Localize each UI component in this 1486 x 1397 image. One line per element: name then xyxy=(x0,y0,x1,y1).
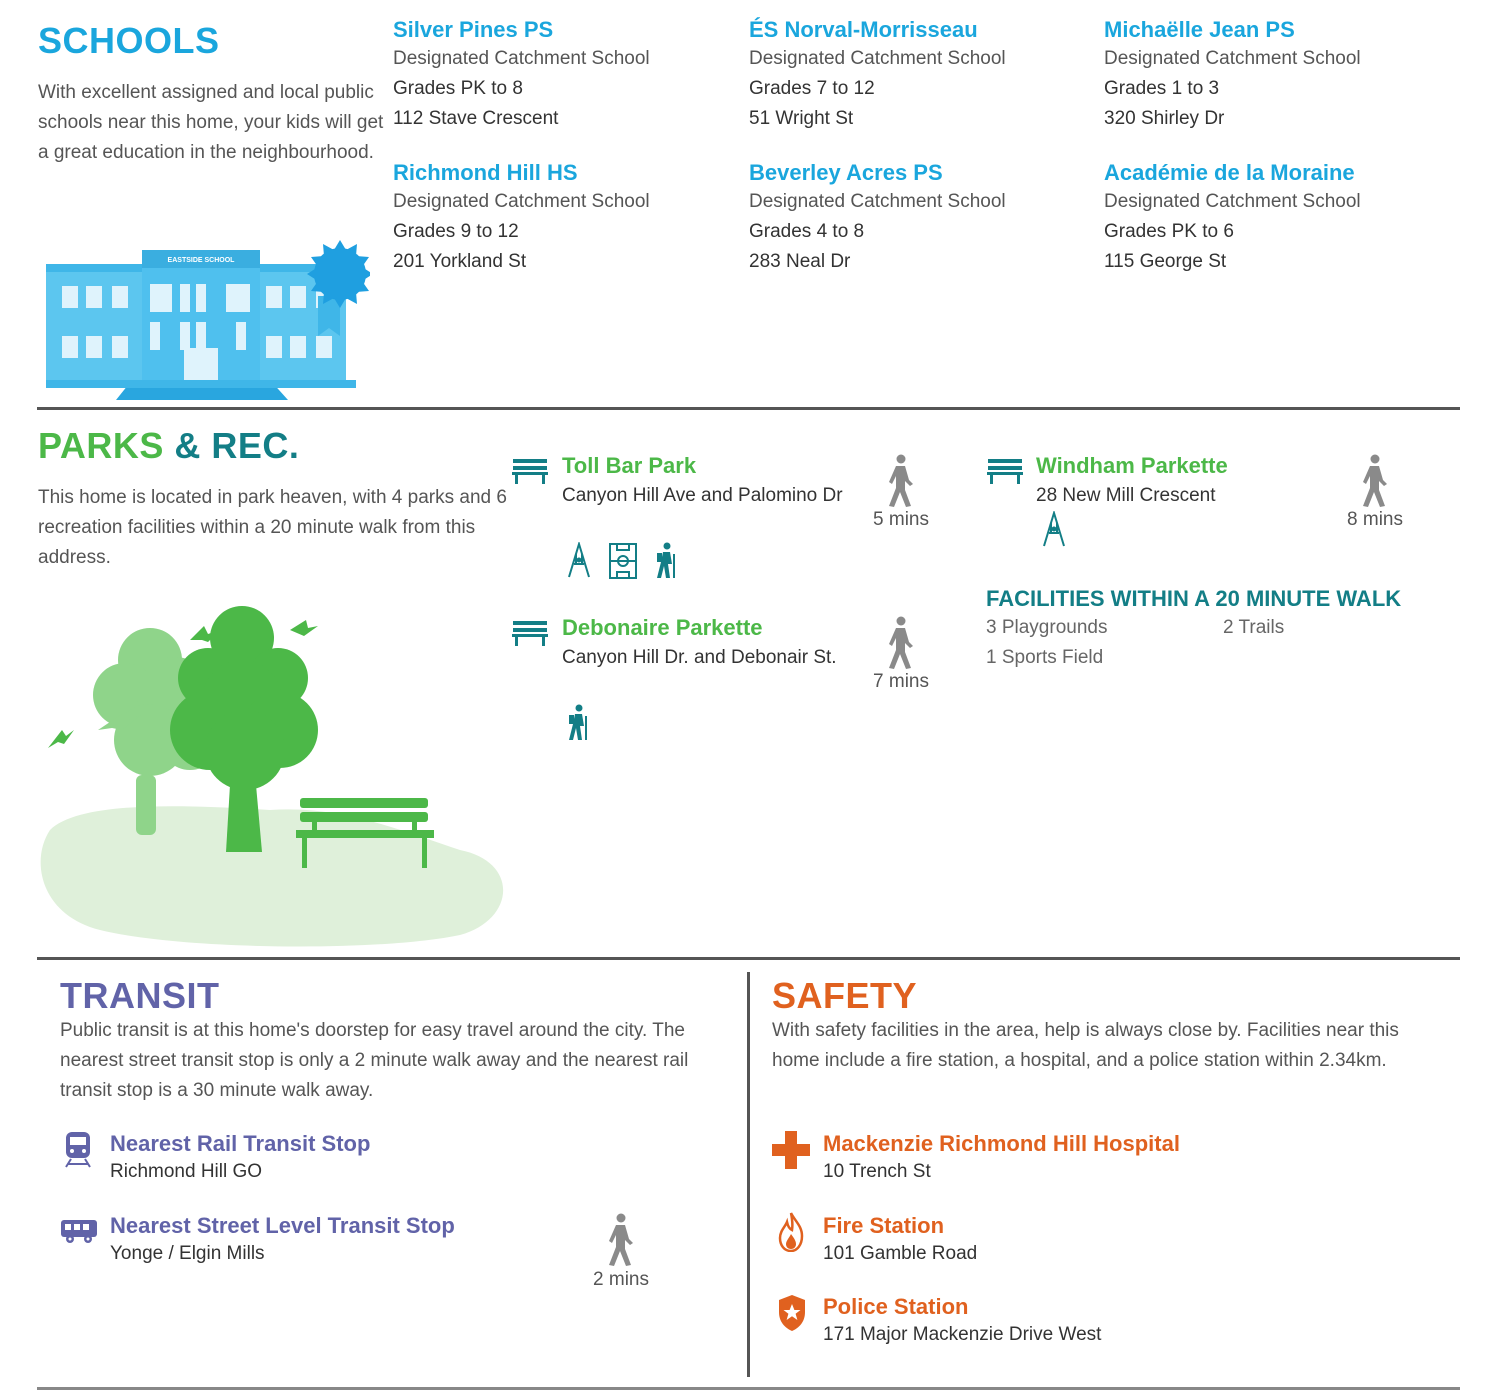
street-stop[interactable] xyxy=(110,1212,455,1268)
walking-person-icon xyxy=(883,616,919,670)
rail-stop-value: Richmond Hill GO xyxy=(110,1161,263,1182)
school-grades: Grades 9 to 12 xyxy=(393,221,519,242)
walking-person-icon xyxy=(1357,454,1393,508)
facility-playgrounds: 3 Playgrounds xyxy=(986,617,1108,638)
school-address: 283 Neal Dr xyxy=(749,251,851,272)
school-type: Designated Catchment School xyxy=(749,191,1006,212)
facility-trails: 2 Trails xyxy=(1223,617,1285,638)
school-name[interactable]: Michaëlle Jean PS xyxy=(1104,17,1295,42)
trail-icon xyxy=(566,704,590,742)
playground-icon xyxy=(565,542,593,578)
school-grades: Grades PK to 8 xyxy=(393,78,523,99)
rail-stop-label[interactable]: Nearest Rail Transit Stop xyxy=(110,1131,371,1156)
school-building-illustration xyxy=(40,238,370,403)
school-card[interactable] xyxy=(393,16,723,134)
walk-time: 7 mins xyxy=(873,671,929,692)
park-bench-icon xyxy=(512,458,548,484)
school-name[interactable]: Beverley Acres PS xyxy=(749,160,943,185)
school-type: Designated Catchment School xyxy=(1104,191,1361,212)
school-grades: Grades PK to 6 xyxy=(1104,221,1234,242)
school-name[interactable]: Académie de la Moraine xyxy=(1104,160,1355,185)
school-address: 320 Shirley Dr xyxy=(1104,108,1225,129)
school-grades: Grades 1 to 3 xyxy=(1104,78,1220,99)
school-name[interactable]: ÉS Norval-Morrisseau xyxy=(749,17,978,42)
school-address: 112 Stave Crescent xyxy=(393,108,559,129)
fire-station-label[interactable]: Fire Station xyxy=(823,1213,945,1238)
park-name[interactable]: Debonaire Parkette xyxy=(562,615,763,640)
school-type: Designated Catchment School xyxy=(393,191,650,212)
walk-time: 5 mins xyxy=(873,509,929,530)
parks-title xyxy=(38,425,299,467)
parks-title-a: PARKS xyxy=(38,425,164,466)
school-address: 201 Yorkland St xyxy=(393,251,527,272)
safety-title: SAFETY xyxy=(772,975,918,1016)
park-card[interactable] xyxy=(1036,452,1336,511)
police-station-item[interactable] xyxy=(823,1293,1101,1349)
park-name[interactable]: Windham Parkette xyxy=(1036,453,1228,478)
fire-icon xyxy=(778,1212,804,1252)
transit-description: Public transit is at this home's doorstep for easy travel around the city. The nearest street transit stop is only a 2 minute walk away and the nearest rail transit stop is a 30 minute walk away. xyxy=(60,1020,689,1101)
police-badge-icon xyxy=(777,1294,807,1332)
school-type: Designated Catchment School xyxy=(393,48,650,69)
park-card[interactable] xyxy=(562,614,862,673)
hospital-cross-icon xyxy=(772,1131,810,1169)
fire-station-item[interactable] xyxy=(823,1212,977,1268)
parks-description: This home is located in park heaven, with 4 parks and 6 recreation facilities within a 20 minute walk from this address. xyxy=(38,487,507,568)
walking-person-icon xyxy=(883,454,919,508)
park-bench-icon xyxy=(987,458,1023,484)
transit-title: TRANSIT xyxy=(60,975,220,1016)
parks-title-b: & REC. xyxy=(163,425,300,466)
park-address: 28 New Mill Crescent xyxy=(1036,485,1216,506)
school-card[interactable] xyxy=(1104,159,1444,277)
hospital-label[interactable]: Mackenzie Richmond Hill Hospital xyxy=(823,1131,1180,1156)
school-address: 115 George St xyxy=(1104,251,1227,272)
police-station-address: 171 Major Mackenzie Drive West xyxy=(823,1324,1102,1345)
walk-time: 8 mins xyxy=(1347,509,1403,530)
school-type: Designated Catchment School xyxy=(1104,48,1361,69)
rail-stop[interactable] xyxy=(110,1130,370,1186)
school-grades: Grades 7 to 12 xyxy=(749,78,875,99)
sports-field-icon xyxy=(608,542,638,580)
park-illustration xyxy=(40,600,510,950)
park-card[interactable] xyxy=(562,452,862,511)
schools-title: SCHOOLS xyxy=(38,20,220,61)
park-bench-icon xyxy=(512,620,548,646)
schools-description: With excellent assigned and local public schools near this home, your kids will get a great education in the neighbourhood. xyxy=(38,82,384,163)
school-type: Designated Catchment School xyxy=(749,48,1006,69)
train-icon xyxy=(63,1132,93,1168)
school-grades: Grades 4 to 8 xyxy=(749,221,865,242)
school-name[interactable]: Silver Pines PS xyxy=(393,17,554,42)
hospital-address: 10 Trench St xyxy=(823,1161,931,1182)
walking-person-icon xyxy=(603,1213,639,1267)
street-stop-value: Yonge / Elgin Mills xyxy=(110,1243,265,1264)
school-card[interactable] xyxy=(393,159,723,277)
trail-icon xyxy=(654,542,678,580)
section-divider xyxy=(37,1387,1460,1390)
park-address: Canyon Hill Ave and Palomino Dr xyxy=(562,485,843,506)
school-address: 51 Wright St xyxy=(749,108,854,129)
playground-icon xyxy=(1040,511,1068,547)
walk-time: 2 mins xyxy=(593,1269,649,1290)
school-card[interactable] xyxy=(749,16,1079,134)
column-divider xyxy=(747,972,750,1377)
school-card[interactable] xyxy=(749,159,1079,277)
park-name[interactable]: Toll Bar Park xyxy=(562,453,697,478)
hospital-item[interactable] xyxy=(823,1130,1180,1186)
safety-description: With safety facilities in the area, help is always close by. Facilities near this home include a fire station, a hospital, and a police station within 2.34km. xyxy=(772,1020,1399,1071)
section-divider xyxy=(37,957,1460,960)
police-station-label[interactable]: Police Station xyxy=(823,1294,969,1319)
school-name[interactable]: Richmond Hill HS xyxy=(393,160,578,185)
park-address: Canyon Hill Dr. and Debonair St. xyxy=(562,647,837,668)
school-card[interactable] xyxy=(1104,16,1444,134)
school-sign: EASTSIDE SCHOOL xyxy=(167,257,235,264)
facilities-title: FACILITIES WITHIN A 20 MINUTE WALK xyxy=(986,586,1402,611)
section-divider xyxy=(37,407,1460,410)
fire-station-address: 101 Gamble Road xyxy=(823,1243,978,1264)
bus-icon xyxy=(61,1220,97,1244)
street-stop-label[interactable]: Nearest Street Level Transit Stop xyxy=(110,1213,455,1238)
facility-sports-field: 1 Sports Field xyxy=(986,647,1104,668)
